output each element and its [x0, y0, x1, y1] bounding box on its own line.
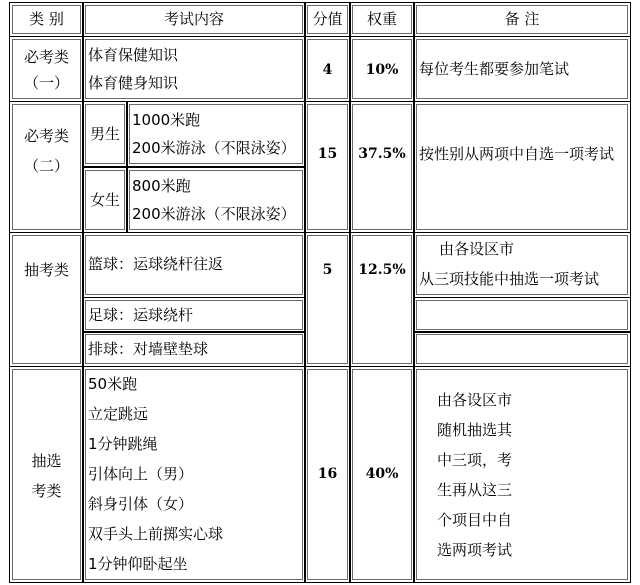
header-category-cell — [12, 5, 81, 34]
row2-female-item: 200米游泳（不限泳姿） — [132, 205, 296, 223]
row2-category-cell — [12, 104, 81, 230]
row2-weight-cell — [352, 104, 412, 230]
row3-remark-cell — [416, 235, 628, 295]
row2-category-line1: 必考类 — [23, 127, 69, 145]
row3-volleyball-cell — [85, 334, 303, 364]
header-category: 类 别 — [29, 10, 64, 28]
row2-remark: 按性别从两项中自选一项考试 — [419, 145, 615, 163]
row1-category-cell — [12, 39, 81, 99]
row4-content-item: 引体向上（男） — [88, 465, 194, 483]
row4-content-item: 双手头上前掷实心球 — [88, 525, 224, 543]
row1-weight-cell — [352, 39, 412, 99]
row4-weight: 40% — [365, 466, 399, 482]
header-weight: 权重 — [366, 10, 397, 28]
row3-content-item: 足球：运球绕杆 — [88, 306, 194, 324]
row1-score-cell — [307, 39, 348, 99]
row2-male-item: 1000米跑 — [132, 111, 201, 129]
row2-female-gender: 女生 — [89, 191, 120, 209]
row4-remark-line: 个项目中自 — [437, 511, 513, 529]
row4-score: 16 — [317, 466, 338, 482]
row3-score-cell — [307, 235, 348, 364]
row2-male-items-cell — [129, 104, 303, 164]
row2-category-line2: （二） — [23, 157, 69, 175]
row1-content-item: 体育保健知识 — [88, 46, 179, 64]
row4-category-cell — [12, 369, 81, 580]
row3-content-item: 排球：对墙壁垫球 — [88, 340, 209, 358]
row2-score-cell — [307, 104, 348, 230]
row2-weight: 37.5% — [358, 146, 406, 162]
row2-male-gender-cell — [85, 104, 125, 164]
row3-remark-line: 从三项技能中抽选一项考试 — [419, 270, 600, 288]
row1-category-line2: （一） — [23, 74, 69, 92]
row1-remark: 每位考生都要参加笔试 — [419, 60, 570, 78]
row3-content-item: 篮球：运球绕杆往返 — [88, 255, 224, 273]
row4-content-item: 斜身引体（女） — [88, 495, 194, 513]
row2-male-item: 200米游泳（不限泳姿） — [132, 139, 296, 157]
row2-remark-cell — [416, 104, 628, 230]
row3-football-cell — [85, 300, 303, 330]
row2-score: 15 — [317, 146, 338, 162]
row3-remark-line: 由各设区市 — [439, 240, 515, 258]
row4-remark-line: 中三项，考 — [437, 451, 513, 469]
row4-content-item: 50米跑 — [88, 375, 138, 393]
header-content: 考试内容 — [163, 10, 224, 28]
row4-remark-line: 生再从这三 — [437, 481, 513, 499]
row1-weight: 10% — [365, 62, 399, 78]
row2-male-gender: 男生 — [89, 125, 120, 143]
row3-basketball-cell — [85, 235, 303, 295]
row2-female-item: 800米跑 — [132, 177, 191, 195]
row4-content-cell — [85, 369, 303, 580]
row1-category-line1: 必考类 — [23, 48, 69, 66]
header-score-cell — [307, 5, 348, 34]
header-score: 分值 — [312, 10, 343, 28]
row4-remark-line: 选两项考试 — [437, 541, 513, 559]
header-remark-cell — [416, 5, 628, 34]
row4-weight-cell — [352, 369, 412, 580]
row4-remark-cell — [416, 369, 628, 580]
row4-content-item: 1分钟仰卧起坐 — [88, 555, 188, 573]
row4-remark-line: 由各设区市 — [437, 391, 513, 409]
row3-remark-empty-cell — [416, 300, 628, 330]
row2-female-gender-cell — [85, 170, 125, 230]
row3-category-cell — [12, 235, 81, 364]
row3-category: 抽考类 — [23, 261, 69, 279]
row3-score: 5 — [322, 262, 333, 278]
row4-remark-line: 随机抽选其 — [437, 421, 513, 439]
header-weight-cell — [352, 5, 412, 34]
row1-content-cell — [85, 39, 303, 99]
row3-weight-cell — [352, 235, 412, 364]
row1-content-item: 体育健身知识 — [88, 74, 179, 92]
row4-content-item: 1分钟跳绳 — [88, 435, 158, 453]
row4-category-line1: 抽选 — [31, 452, 62, 470]
row3-weight: 12.5% — [358, 262, 406, 278]
header-content-cell — [85, 5, 303, 34]
row4-score-cell — [307, 369, 348, 580]
row4-content-item: 立定跳远 — [88, 405, 149, 423]
row2-female-items-cell — [129, 170, 303, 230]
header-remark: 备 注 — [504, 10, 540, 28]
row3-remark-empty-cell — [416, 334, 628, 364]
row4-category-line2: 考类 — [31, 482, 62, 500]
row1-score: 4 — [322, 62, 333, 78]
row1-remark-cell — [416, 39, 628, 99]
